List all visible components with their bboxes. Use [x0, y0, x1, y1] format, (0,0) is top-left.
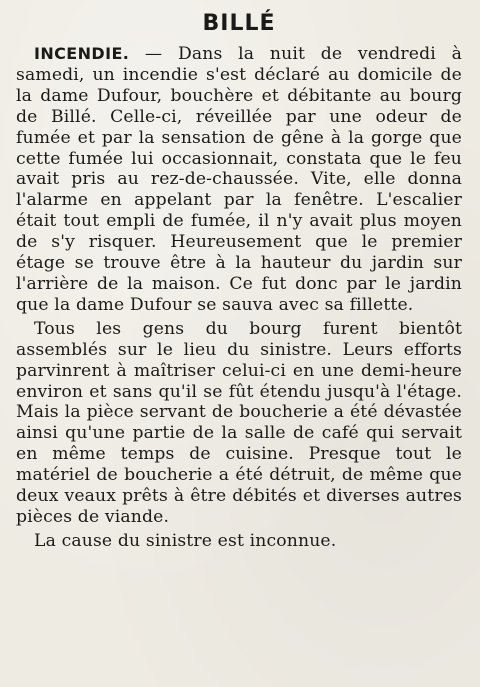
article-paragraph-1: [16, 44, 462, 316]
article-headline: INCENDIE.: [34, 44, 130, 63]
article-paragraph-1-text: — Dans la nuit de vendredi à samedi, un incendie s'est déclaré au domicile de la dame Dufour, bouchère et débitante au bourg de Billé. Celle-ci, réveillée par une odeur de fumée et par la sensation de gêne à la gorge que cette fumée lui occasionnait, constata que le feu avait pris au rez-de-chaussée. Vite, elle donna l'alarme en appelant par la fenêtre. L'escalier était tout empli de fumée, il n'y avait plus moyen de s'y risquer. Heureusement que le premier étage se trouve être à la hauteur du jardin sur l'arrière de la maison. Ce fut donc par le jardin que la dame Dufour se sauva avec sa fillette.: [16, 44, 462, 315]
article-body: [16, 44, 462, 552]
article-paragraph-3: La cause du sinistre est inconnue.: [34, 530, 337, 551]
article-title: BILLÉ: [202, 11, 276, 36]
article-paragraph-2: Tous les gens du bourg furent bientôt assemblés sur le lieu du sinistre. Leurs efforts parvinrent à maîtriser celui-ci en une demi-heure environ et sans qu'il se fût étendu jusqu'à l'étage. Mais la pièce servant de boucherie a été dévastée ainsi qu'une partie de la salle de café qui servait en même temps de cuisine. Presque tout le matériel de boucherie a été détruit, de même que deux veaux prêts à être débités et diverses autres pièces de viande.: [16, 318, 462, 527]
